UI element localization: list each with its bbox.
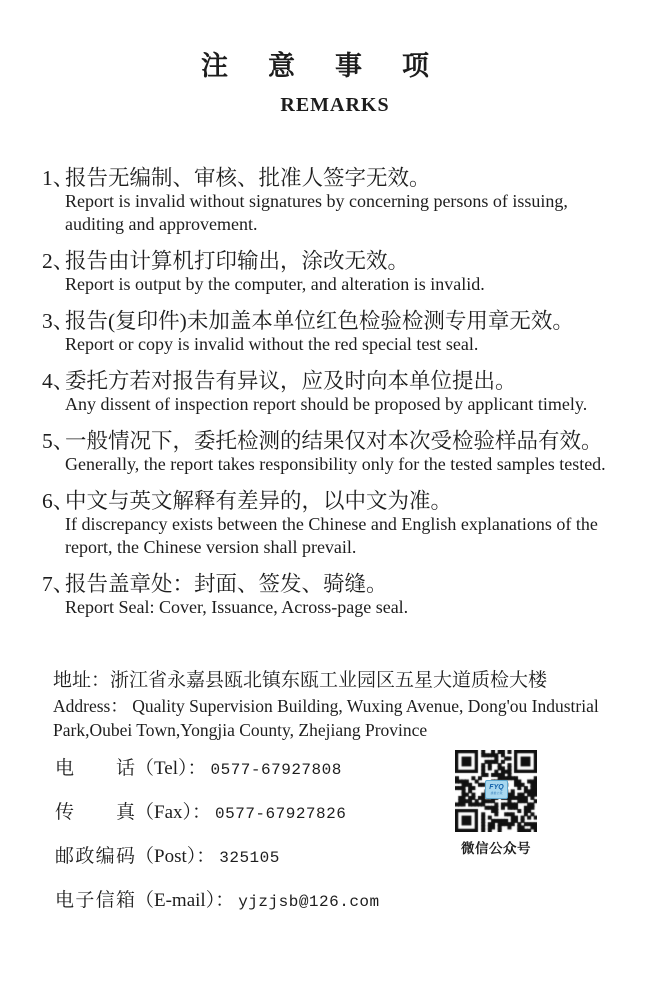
remark-english-line: If discrepancy exists between the Chinese and English explanations of the <box>65 514 598 534</box>
remark-text-english <box>65 596 628 619</box>
remark-number: 7、 <box>42 572 75 596</box>
address-chinese: 地址：浙江省永嘉县瓯北镇东瓯工业园区五星大道质检大楼 <box>53 670 548 691</box>
remark-number: 3、 <box>42 309 75 333</box>
remark-text-english <box>65 453 628 476</box>
contact-label-english: （E-mail）： <box>135 890 235 911</box>
contact-value: yjzjsb@126.com <box>238 893 380 911</box>
remark-text-chinese: 报告无编制、审核、批准人签字无效。 <box>65 166 431 190</box>
remark-item <box>42 572 628 619</box>
remark-english-line: Report is output by the computer, and alteration is invalid. <box>65 274 485 294</box>
remark-text-english <box>65 513 628 559</box>
address-english <box>53 694 628 742</box>
contact-value: 0577-67927826 <box>215 805 347 823</box>
remark-item <box>42 249 628 296</box>
contact-label-english: （Tel）： <box>135 758 207 779</box>
remark-number: 6、 <box>42 489 75 513</box>
remark-english-line: report, the Chinese version shall prevail. <box>65 537 357 557</box>
remark-english-line: auditing and approvement. <box>65 214 258 234</box>
remark-item <box>42 369 628 416</box>
address-english-line: Address： Quality Supervision Building, Wuxing Avenue, Dong'ou Industrial <box>53 696 599 716</box>
remark-number: 4、 <box>42 369 75 393</box>
wechat-qr-block <box>453 750 539 857</box>
remark-text-chinese: 报告盖章处：封面、签发、骑缝。 <box>65 572 388 596</box>
contact-label-chinese: 电 话 <box>55 758 135 779</box>
remark-number: 5、 <box>42 429 75 453</box>
remark-english-line: Report or copy is invalid without the red special test seal. <box>65 334 479 354</box>
contact-label-english: （Post）： <box>135 846 216 867</box>
remark-english-line: Report is invalid without signatures by concerning persons of issuing, <box>65 191 568 211</box>
remark-number: 2、 <box>42 249 75 273</box>
remark-text-chinese: 委托方若对报告有异议，应及时向本单位提出。 <box>65 369 517 393</box>
remark-text-chinese: 中文与英文解释有差异的，以中文为准。 <box>65 489 453 513</box>
remark-item <box>42 489 628 559</box>
remark-text-english <box>65 333 628 356</box>
contact-label-chinese: 邮 政 编 码 <box>55 846 135 867</box>
qr-caption: 微信公众号 <box>461 841 531 856</box>
page-title-chinese: 注意事项 <box>201 51 469 81</box>
address-english-line: Park,Oubei Town,Yongjia County, Zhejiang Province <box>53 720 428 740</box>
remark-text-chinese: 一般情况下，委托检测的结果仅对本次受检验样品有效。 <box>65 429 603 453</box>
remark-item <box>42 309 628 356</box>
contact-label-chinese: 电 子 信 箱 <box>55 890 135 911</box>
qr-logo-text: FYQ <box>489 784 504 791</box>
contact-label-english: （Fax）： <box>135 802 212 823</box>
qr-logo-subtext: 质检公众 <box>490 791 503 795</box>
contact-list <box>55 756 628 915</box>
contact-row <box>55 756 628 783</box>
remark-text-chinese: 报告(复印件)未加盖本单位红色检验检测专用章无效。 <box>65 309 574 333</box>
qr-center-logo <box>485 780 508 799</box>
remark-text-chinese: 报告由计算机打印输出，涂改无效。 <box>65 249 410 273</box>
contact-value: 0577-67927808 <box>210 761 342 779</box>
remark-english-line: Report Seal: Cover, Issuance, Across-page seal. <box>65 597 409 617</box>
remarks-list <box>42 166 628 619</box>
remark-number: 1、 <box>42 166 75 190</box>
remark-text-english <box>65 273 628 296</box>
contact-row <box>55 844 628 871</box>
remark-text-english <box>65 190 628 236</box>
remark-item <box>42 429 628 476</box>
remark-english-line: Any dissent of inspection report should be proposed by applicant timely. <box>65 394 588 414</box>
remark-english-line: Generally, the report takes responsibility only for the tested samples tested. <box>65 454 606 474</box>
contact-row <box>55 800 628 827</box>
address-block <box>53 668 628 742</box>
contact-value: 325105 <box>219 849 280 867</box>
contact-row <box>55 888 628 915</box>
page-title-english: REMARKS <box>280 94 390 116</box>
remark-item <box>42 166 628 236</box>
remark-text-english <box>65 393 628 416</box>
contact-label-chinese: 传 真 <box>55 802 135 823</box>
